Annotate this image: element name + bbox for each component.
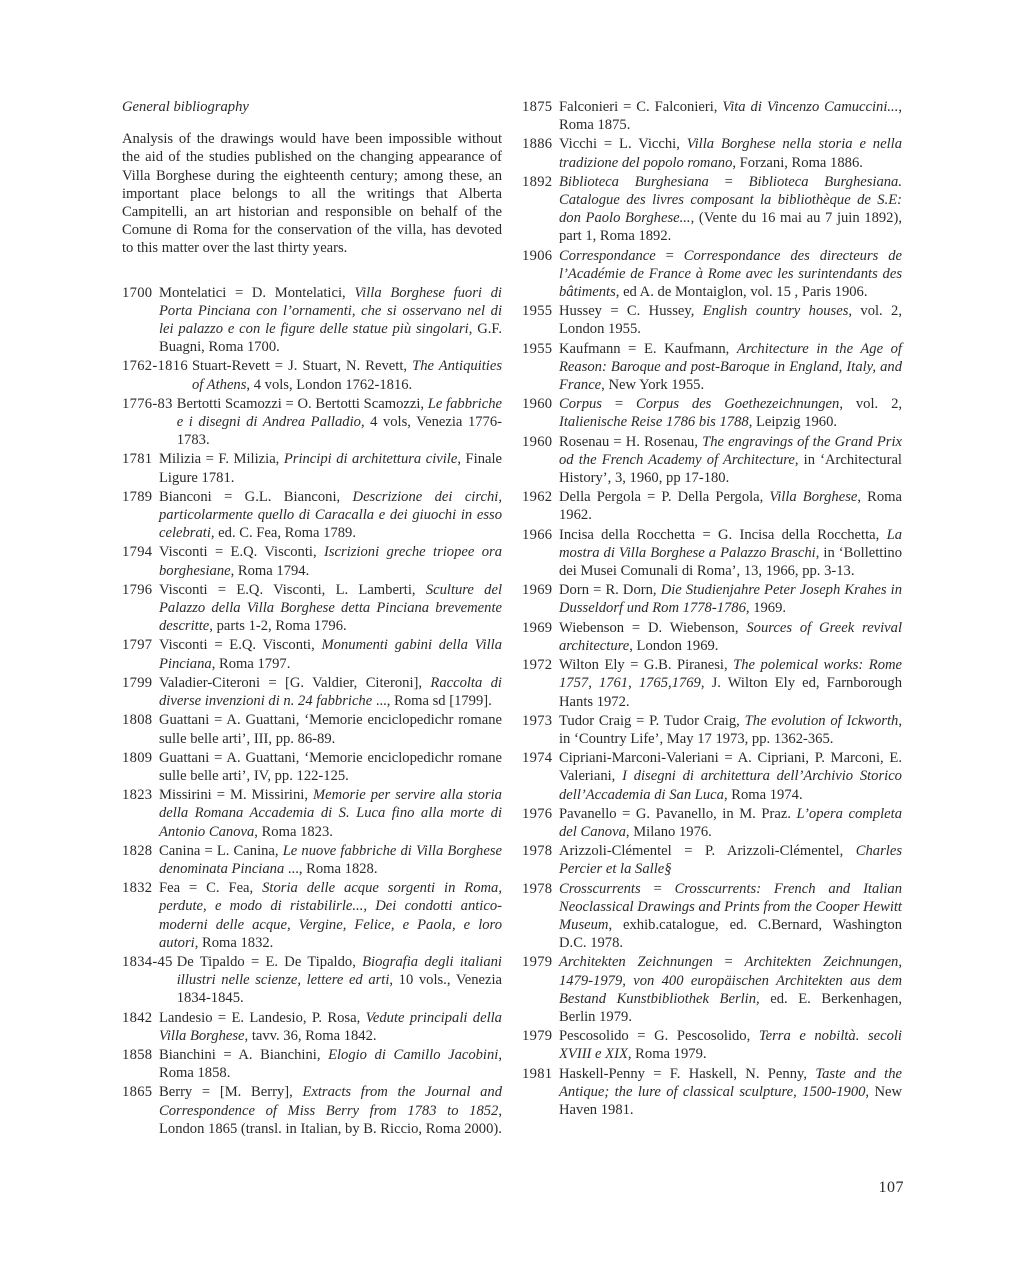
entry-text: Arizzoli-Clémentel = P. Arizzoli-Clémentel, Charles Percier et la Salle§: [559, 843, 902, 878]
bibliography-entry: [522, 1065, 902, 1120]
entry-text: De Tipaldo = E. De Tipaldo, Biografia degli italiani illustri nelle scienze, lettere ed arti, 10 vols., Venezia 1834-1845.: [176, 953, 502, 1007]
entry-text: Crosscurrents = Crosscurrents: French and Italian Neoclassical Drawings and Prints from the Cooper Hewitt Museum, exhib.catalogue, ed. C.Bernard, Washington D.C. 1978.: [559, 880, 902, 952]
bibliography-entry: [522, 805, 902, 841]
bibliography-entry: [522, 395, 902, 431]
entry-year: 1955: [522, 340, 553, 357]
entry-year: 1794: [122, 544, 153, 561]
entry-year: 1974: [522, 750, 553, 767]
entry-text: Haskell-Penny = F. Haskell, N. Penny, Taste and the Antique; the lure of classical sculpture, 1500-1900, New Haven 1981.: [559, 1065, 903, 1118]
bibliography-entry: [522, 433, 902, 488]
bibliography-entry: [522, 135, 902, 171]
entry-text: Kaufmann = E. Kaufmann, Architecture in the Age of Reason: Baroque and post-Baroque in England, Italy, and France, New York 1955.: [559, 340, 902, 394]
entry-year: 1969: [522, 619, 553, 636]
entry-text: Bertotti Scamozzi = O. Bertotti Scamozzi, Le fabbriche e i disegni di Andrea Palladio, 4 vols, Venezia 1776-1783.: [176, 395, 502, 449]
bibliography-entry: [122, 749, 502, 785]
bibliography-entry: [522, 247, 902, 302]
entry-text: Della Pergola = P. Della Pergola, Villa Borghese, Roma 1962.: [559, 489, 902, 524]
bibliography-entry: [522, 712, 902, 748]
entry-year: 1776-83: [122, 395, 173, 412]
entry-year: 1842: [122, 1009, 153, 1026]
bibliography-entry: [122, 581, 502, 636]
bibliography-entry: [522, 340, 902, 395]
entry-year: 1979: [522, 954, 553, 971]
entry-text: Dorn = R. Dorn, Die Studienjahre Peter Joseph Krahes in Dusseldorf und Rom 1778-1786, 1969.: [559, 582, 903, 617]
entry-year: 1955: [522, 303, 553, 320]
entry-year: 1832: [122, 880, 153, 897]
entry-text: Cipriani-Marconi-Valeriani = A. Cipriani, P. Marconi, E. Valeriani, I disegni di architettura dell’Archivio Storico dell’Accademia di San Luca, Roma 1974.: [559, 750, 902, 803]
entry-year: 1700: [122, 284, 153, 301]
bibliography-entry: [122, 543, 502, 579]
entry-year: 1969: [522, 582, 553, 599]
entry-year: 1808: [122, 712, 153, 729]
bibliography-entry: [522, 880, 902, 953]
bibliography-entry: [522, 749, 902, 804]
bibliography-entry: [122, 1046, 502, 1082]
entry-text: Wilton Ely = G.B. Piranesi, The polemical works: Rome 1757, 1761, 1765,1769, J. Wilton Ely ed, Farnborough Hants 1972.: [559, 657, 903, 710]
bibliography-entry: [122, 842, 502, 878]
entry-year: 1906: [522, 247, 553, 264]
bibliography-entry: [122, 357, 502, 393]
bibliography-entry: [122, 284, 502, 357]
entry-year: 1823: [122, 787, 153, 804]
entry-year: 1981: [522, 1065, 553, 1082]
entry-text: Berry = [M. Berry], Extracts from the Journal and Correspondence of Miss Berry from 1783 to 1852, London 1865 (transl. in Italian, by B. Riccio, Roma 2000).: [159, 1084, 502, 1137]
entry-year: 1781: [122, 451, 153, 468]
entry-text: Architekten Zeichnungen = Architekten Zeichnungen, 1479-1979, von 400 europäischen Architekten aus dem Bestand Kunstbibliothek Berlin, ed. E. Berkenhagen, Berlin 1979.: [559, 954, 902, 1025]
entry-text: Incisa della Rocchetta = G. Incisa della Rocchetta, La mostra di Villa Borghese a Palazzo Braschi, in ‘Bollettino dei Musei Comunali di Roma’, 13, 1966, pp. 3-13.: [559, 526, 902, 580]
bibliography-entry: [122, 674, 502, 710]
entry-year: 1962: [522, 489, 553, 506]
entry-text: Biblioteca Burghesiana = Biblioteca Burghesiana. Catalogue des livres composant la bibliothèque de S.E: don Paolo Borghese..., (Vente du 16 mai au 7 juin 1892), part 1, Roma 1892.: [559, 173, 902, 245]
entry-year: 1960: [522, 433, 553, 450]
entry-text: Falconieri = C. Falconieri, Vita di Vincenzo Camuccini..., Roma 1875.: [559, 99, 903, 134]
bibliography-entry: [122, 395, 502, 450]
intro-paragraph: Analysis of the drawings would have been impossible without the aid of the studies published on the changing appearance of Villa Borghese during the eighteenth century; among these, an important place belongs to all the writings that Alberta Campitelli, an art historian and responsible on behalf of the Comune di Roma for the conservation of the villa, has devoted to this matter over the last thirty years.: [122, 131, 502, 257]
entry-text: Guattani = A. Guattani, ‘Memorie enciclopedichr romane sulle belle arti’, IV, pp. 122-125.: [159, 749, 502, 784]
bibliography-entry: [122, 1083, 502, 1138]
entry-year: 1972: [522, 657, 553, 674]
entry-text: Correspondance = Correspondance des directeurs de l’Académie de France à Rome avec les surintendants des bâtiments, ed A. de Montaiglon, vol. 15 , Paris 1906.: [559, 247, 902, 301]
right-column: [522, 98, 902, 1120]
entry-text: Canina = L. Canina, Le nuove fabbriche di Villa Borghese denominata Pinciana ..., Roma 1828.: [159, 842, 502, 877]
bibliography-entry: [122, 711, 502, 747]
entry-year: 1858: [122, 1046, 153, 1063]
entry-year: 1976: [522, 805, 553, 822]
bibliography-entry: [122, 450, 502, 486]
entry-year: 1789: [122, 488, 153, 505]
entry-text: Visconti = E.Q. Visconti, Iscrizioni greche triopee ora borghesiane, Roma 1794.: [159, 544, 502, 579]
bibliography-entry: [122, 786, 502, 841]
entry-year: 1979: [522, 1028, 553, 1045]
entry-text: Rosenau = H. Rosenau, The engravings of the Grand Prix od the French Academy of Architecture, in ‘Architectural History’, 3, 1960, pp 17-180.: [559, 433, 902, 487]
bibliography-entry: [522, 953, 902, 1026]
entry-year: 1865: [122, 1084, 153, 1101]
entry-text: Visconti = E.Q. Visconti, Monumenti gabini della Villa Pinciana, Roma 1797.: [159, 637, 502, 672]
entry-year: 1809: [122, 749, 153, 766]
entry-year: 1834-45: [122, 953, 173, 970]
entry-year: 1960: [522, 396, 553, 413]
bibliography-list-right: [522, 98, 902, 1119]
entry-year: 1886: [522, 136, 553, 153]
entry-text: Guattani = A. Guattani, ‘Memorie enciclopedichr romane sulle belle arti’, III, pp. 86-89.: [159, 712, 502, 747]
entry-text: Hussey = C. Hussey, English country houses, vol. 2, London 1955.: [559, 303, 902, 338]
bibliography-entry: [522, 173, 902, 246]
bibliography-entry: [522, 619, 902, 655]
bibliography-entry: [122, 636, 502, 672]
section-heading: General bibliography: [122, 99, 249, 115]
entry-text: Bianconi = G.L. Bianconi, Descrizione dei circhi, particolarmente quello di Caracalla e dei giuochi in esso celebrati, ed. C. Fea, Roma 1789.: [159, 488, 502, 542]
entry-year: 1978: [522, 843, 553, 860]
bibliography-entry: [122, 953, 502, 1008]
entry-text: Landesio = E. Landesio, P. Rosa, Vedute principali della Villa Borghese, tavv. 36, Roma 1842.: [159, 1009, 502, 1044]
bibliography-entry: [122, 488, 502, 543]
entry-year: 1966: [522, 526, 553, 543]
entry-year: 1892: [522, 173, 553, 190]
entry-year: 1875: [522, 99, 553, 115]
entry-text: Pavanello = G. Pavanello, in M. Praz. L’opera completa del Canova, Milano 1976.: [559, 805, 902, 840]
entry-year: 1797: [122, 637, 153, 654]
entry-text: Valadier-Citeroni = [G. Valdier, Citeroni], Raccolta di diverse invenzioni di n. 24 fabbriche ..., Roma sd [1799].: [159, 674, 502, 710]
entry-year: 1828: [122, 842, 153, 859]
entry-text: Fea = C. Fea, Storia delle acque sorgenti in Roma, perdute, e modo di ristabilirle..., Dei condotti antico-moderni delle acque, Vergine, Felice, e Paola, e loro autori, Roma 1832.: [159, 880, 502, 951]
bibliography-entry: [522, 581, 902, 617]
bibliography-entry: [522, 526, 902, 581]
bibliography-entry: [522, 1027, 902, 1063]
bibliography-entry: [522, 488, 902, 524]
left-column: [122, 98, 502, 1139]
bibliography-entry: [522, 98, 902, 134]
entry-text: Wiebenson = D. Wiebenson, Sources of Greek revival architecture, London 1969.: [559, 619, 902, 654]
entry-year: 1973: [522, 712, 553, 729]
entry-year: 1978: [522, 880, 553, 897]
entry-year: 1799: [122, 674, 153, 691]
entry-text: Bianchini = A. Bianchini, Elogio di Camillo Jacobini, Roma 1858.: [159, 1046, 502, 1082]
bibliography-entry: [122, 879, 502, 952]
entry-text: Missirini = M. Missirini, Memorie per servire alla storia della Romana Accademia di S. Luca fino alla morte di Antonio Canova, Roma 1823.: [159, 787, 502, 840]
bibliography-entry: [522, 302, 902, 338]
bibliography-list-left: [122, 284, 502, 1138]
bibliography-entry: [522, 656, 902, 711]
entry-text: Corpus = Corpus des Goethezeichnungen, vol. 2, Italienische Reise 1786 bis 1788, Leipzig 1960.: [559, 396, 903, 431]
entry-text: Montelatici = D. Montelatici, Villa Borghese fuori di Porta Pinciana con l’ornamenti, che si osservano nel di lei palazzo e con le figure delle statue più singolari, G.F. Buagni, Roma 1700.: [159, 284, 502, 356]
entry-year: 1796: [122, 581, 153, 598]
bibliography-entry: [122, 1009, 502, 1045]
page-number: 107: [878, 1179, 904, 1196]
entry-text: Stuart-Revett = J. Stuart, N. Revett, The Antiquities of Athens, 4 vols, London 1762-1816.: [191, 358, 502, 393]
entry-text: Pescosolido = G. Pescosolido, Terra e nobiltà. secoli XVIII e XIX, Roma 1979.: [559, 1028, 902, 1063]
entry-text: Visconti = E.Q. Visconti, L. Lamberti, Sculture del Palazzo della Villa Borghese detta Pinciana brevemente descritte, parts 1-2, Roma 1796.: [159, 581, 502, 635]
entry-year: 1762-1816: [122, 358, 188, 375]
entry-text: Milizia = F. Milizia, Principi di architettura civile, Finale Ligure 1781.: [159, 451, 503, 486]
entry-text: Tudor Craig = P. Tudor Craig, The evolution of Ickworth, in ‘Country Life’, May 17 1973, pp. 1362-365.: [559, 712, 902, 747]
bibliography-entry: [522, 842, 902, 878]
entry-text: Vicchi = L. Vicchi, Villa Borghese nella storia e nella tradizione del popolo romano, Forzani, Roma 1886.: [559, 136, 902, 171]
